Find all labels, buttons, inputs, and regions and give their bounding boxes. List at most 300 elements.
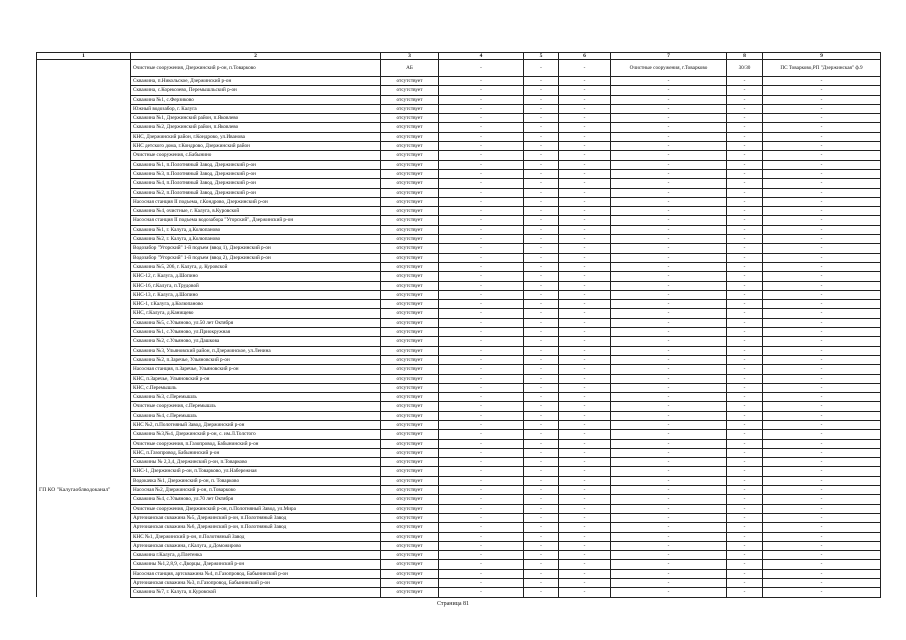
- dash-cell: -: [559, 393, 611, 402]
- dash-cell: -: [763, 253, 881, 262]
- dash-cell: -: [611, 467, 727, 476]
- dash-cell: -: [439, 86, 524, 95]
- table-row: [37, 123, 881, 132]
- dash-cell: -: [727, 411, 763, 420]
- dash-cell: -: [559, 495, 611, 504]
- column-number-header: 7: [611, 53, 727, 60]
- table-row: [37, 430, 881, 439]
- status-cell: отсутствует: [381, 95, 439, 104]
- dash-cell: -: [763, 86, 881, 95]
- dash-cell: -: [439, 290, 524, 299]
- dash-cell: -: [611, 337, 727, 346]
- facility-name: Скважина №4, п.Полотняный Завод, Дзержинский р-он: [131, 179, 381, 188]
- dash-cell: -: [727, 160, 763, 169]
- table-row: [37, 300, 881, 309]
- table-row: [37, 458, 881, 467]
- dash-cell: -: [439, 328, 524, 337]
- dash-cell: -: [727, 328, 763, 337]
- dash-cell: -: [559, 513, 611, 522]
- dash-cell: -: [559, 458, 611, 467]
- dash-cell: -: [763, 588, 881, 597]
- dash-cell: -: [763, 541, 881, 550]
- dash-cell: -: [727, 244, 763, 253]
- dash-cell: -: [727, 420, 763, 429]
- dash-cell: -: [559, 560, 611, 569]
- dash-cell: -: [524, 160, 559, 169]
- facility-name: КНС, п.Газопровод, Бабынинский р-он: [131, 448, 381, 457]
- facility-name: Скважина №1, г. Калуга, д.Колюпаново: [131, 225, 381, 234]
- organization-cell: [37, 160, 131, 169]
- facility-name: Скважина, п.Никольское, Дзержинский р-он: [131, 77, 381, 86]
- dash-cell: -: [611, 420, 727, 429]
- dash-cell: -: [439, 132, 524, 141]
- dash-cell: -: [439, 476, 524, 485]
- dash-cell: -: [763, 476, 881, 485]
- dash-cell: -: [727, 290, 763, 299]
- table-row: [37, 569, 881, 578]
- dash-cell: -: [439, 393, 524, 402]
- table-row: [37, 448, 881, 457]
- dash-cell: -: [727, 402, 763, 411]
- dash-cell: -: [611, 272, 727, 281]
- dash-cell: -: [439, 346, 524, 355]
- dash-cell: -: [763, 439, 881, 448]
- table-row: [37, 346, 881, 355]
- dash-cell: -: [611, 132, 727, 141]
- dash-cell: -: [439, 114, 524, 123]
- table-row: [37, 142, 881, 151]
- table-row: [37, 253, 881, 262]
- dash-cell: -: [763, 318, 881, 327]
- cell-c4: -: [439, 60, 524, 77]
- status-cell: отсутствует: [381, 169, 439, 178]
- facility-name: КНС, г.Калуга, д.Канищево: [131, 309, 381, 318]
- status-cell: отсутствует: [381, 104, 439, 113]
- dash-cell: -: [524, 272, 559, 281]
- dash-cell: -: [611, 476, 727, 485]
- facility-name: Скважина №1, с.Ферзиково: [131, 95, 381, 104]
- dash-cell: -: [611, 225, 727, 234]
- dash-cell: -: [727, 95, 763, 104]
- table-row: [37, 60, 881, 77]
- table-row: [37, 262, 881, 271]
- dash-cell: -: [611, 402, 727, 411]
- organization-cell: [37, 560, 131, 569]
- dash-cell: -: [763, 513, 881, 522]
- dash-cell: -: [559, 281, 611, 290]
- dash-cell: -: [439, 560, 524, 569]
- dash-cell: -: [524, 225, 559, 234]
- dash-cell: -: [763, 281, 881, 290]
- cell-c6: -: [559, 60, 611, 77]
- dash-cell: -: [727, 318, 763, 327]
- table-row: [37, 272, 881, 281]
- dash-cell: -: [524, 309, 559, 318]
- status-cell: отсутствует: [381, 402, 439, 411]
- dash-cell: -: [439, 448, 524, 457]
- dash-cell: -: [439, 411, 524, 420]
- status-cell: отсутствует: [381, 142, 439, 151]
- dash-cell: -: [524, 300, 559, 309]
- dash-cell: -: [524, 402, 559, 411]
- dash-cell: -: [524, 560, 559, 569]
- dash-cell: -: [763, 523, 881, 532]
- dash-cell: -: [727, 346, 763, 355]
- table-row: [37, 318, 881, 327]
- dash-cell: -: [559, 114, 611, 123]
- status-cell: отсутствует: [381, 123, 439, 132]
- facility-name: Скважина №2, с.Ульяново, ул.Дашкова: [131, 337, 381, 346]
- table-row: [37, 467, 881, 476]
- dash-cell: -: [611, 318, 727, 327]
- dash-cell: -: [439, 430, 524, 439]
- dash-cell: -: [611, 151, 727, 160]
- table-row: [37, 588, 881, 597]
- facility-name: Насосная станция II подъема, г.Кондрово, Дзержинский р-он: [131, 197, 381, 206]
- dash-cell: -: [611, 328, 727, 337]
- facility-name: Южный водозабор, г. Калуга: [131, 104, 381, 113]
- supply-category: АБ: [381, 60, 439, 77]
- table-row: [37, 486, 881, 495]
- dash-cell: -: [763, 160, 881, 169]
- dash-cell: -: [727, 495, 763, 504]
- dash-cell: -: [524, 216, 559, 225]
- facility-name: Очистные сооружения, Дзержинский р-он, п.Полотняный Завод, ул.Мира: [131, 504, 381, 513]
- dash-cell: -: [559, 411, 611, 420]
- facility-name: Артезианская скважина №6, Дзержинский р-он, п.Полотняный Завод: [131, 523, 381, 532]
- organization-cell: [37, 123, 131, 132]
- dash-cell: -: [763, 346, 881, 355]
- dash-cell: -: [763, 300, 881, 309]
- organization-cell: [37, 77, 131, 86]
- organization-cell: [37, 225, 131, 234]
- dash-cell: -: [611, 393, 727, 402]
- dash-cell: -: [763, 560, 881, 569]
- dash-cell: -: [611, 374, 727, 383]
- facility-name: Скважина №1, с.Ульяново, ул.Приокружная: [131, 328, 381, 337]
- status-cell: отсутствует: [381, 588, 439, 597]
- status-cell: отсутствует: [381, 569, 439, 578]
- facility-name: КНС, Дзержинский район, г.Кондрово, ул.Иванова: [131, 132, 381, 141]
- dash-cell: -: [559, 188, 611, 197]
- dash-cell: -: [439, 458, 524, 467]
- organization-cell: [37, 346, 131, 355]
- status-cell: отсутствует: [381, 216, 439, 225]
- column-number-header: 4: [439, 53, 524, 60]
- dash-cell: -: [559, 523, 611, 532]
- table-row: [37, 188, 881, 197]
- status-cell: отсутствует: [381, 262, 439, 271]
- dash-cell: -: [559, 95, 611, 104]
- facility-name: КНС №2, п.Полотняный Завод, Дзержинский р-он: [131, 420, 381, 429]
- dash-cell: -: [611, 262, 727, 271]
- dash-cell: -: [524, 420, 559, 429]
- dash-cell: -: [727, 300, 763, 309]
- table-row: [37, 402, 881, 411]
- status-cell: отсутствует: [381, 541, 439, 550]
- dash-cell: -: [524, 132, 559, 141]
- dash-cell: -: [439, 197, 524, 206]
- dash-cell: -: [611, 448, 727, 457]
- dash-cell: -: [611, 523, 727, 532]
- dash-cell: -: [439, 104, 524, 113]
- dash-cell: -: [559, 486, 611, 495]
- dash-cell: -: [727, 588, 763, 597]
- dash-cell: -: [559, 328, 611, 337]
- facility-name: Скважина №5, 206, г. Калуга, д. Куровской: [131, 262, 381, 271]
- facility-name: Скважина №4, с.Перемышль: [131, 411, 381, 420]
- dash-cell: -: [559, 346, 611, 355]
- dash-cell: -: [439, 169, 524, 178]
- dash-cell: -: [611, 439, 727, 448]
- dash-cell: -: [439, 569, 524, 578]
- dash-cell: -: [559, 337, 611, 346]
- dash-cell: -: [559, 132, 611, 141]
- column-number-header: 3: [381, 53, 439, 60]
- facility-name: Насосная станция II подъема водозабора "Угорский", Дзержинский р-он: [131, 216, 381, 225]
- dash-cell: -: [524, 281, 559, 290]
- dash-cell: -: [559, 151, 611, 160]
- dash-cell: -: [559, 123, 611, 132]
- dash-cell: -: [727, 207, 763, 216]
- dash-cell: -: [611, 114, 727, 123]
- table-row: [37, 151, 881, 160]
- facility-name: Насосная №2, Дзержинский р-он, п.Товарково: [131, 486, 381, 495]
- organization-cell: [37, 318, 131, 327]
- status-cell: отсутствует: [381, 579, 439, 588]
- facility-name: Водозабор "Угорский" 1-й подъем (ввод 1), Дзержинский р-он: [131, 244, 381, 253]
- dash-cell: -: [439, 95, 524, 104]
- dash-cell: -: [439, 504, 524, 513]
- dash-cell: -: [763, 448, 881, 457]
- dash-cell: -: [524, 244, 559, 253]
- table-row: [37, 132, 881, 141]
- dash-cell: -: [727, 86, 763, 95]
- organization-cell: [37, 235, 131, 244]
- facility-name: Артезианская скважина, г.Калуга, д.Доможирово: [131, 541, 381, 550]
- organization-cell: [37, 420, 131, 429]
- dash-cell: -: [559, 142, 611, 151]
- dash-cell: -: [524, 95, 559, 104]
- status-cell: отсутствует: [381, 513, 439, 522]
- dash-cell: -: [611, 290, 727, 299]
- dash-cell: -: [727, 169, 763, 178]
- facility-name: КНС-13, г. Калуга, д.Шопино: [131, 290, 381, 299]
- dash-cell: -: [611, 346, 727, 355]
- facility-name: КНС детского дома, г.Кондрово, Дзержинский район: [131, 142, 381, 151]
- organization-cell: [37, 188, 131, 197]
- dash-cell: -: [727, 235, 763, 244]
- dash-cell: -: [559, 579, 611, 588]
- dash-cell: -: [524, 346, 559, 355]
- facility-name: КНС №1, Дзержинский р-он, п.Полотняный Завод: [131, 532, 381, 541]
- dash-cell: -: [559, 374, 611, 383]
- dash-cell: -: [727, 532, 763, 541]
- dash-cell: -: [524, 318, 559, 327]
- dash-cell: -: [763, 569, 881, 578]
- facility-name: Скважина №2, г. Калуга, д.Колюпаново: [131, 235, 381, 244]
- table-row: [37, 86, 881, 95]
- dash-cell: -: [727, 560, 763, 569]
- dash-cell: -: [727, 114, 763, 123]
- organization-cell: [37, 523, 131, 532]
- facility-name: Скважины № 2,3,4, Дзержинский р-он, п.Товарково: [131, 458, 381, 467]
- dash-cell: -: [559, 355, 611, 364]
- facility-name: Скважина г.Калуга, д.Плетенка: [131, 551, 381, 560]
- dash-cell: -: [763, 309, 881, 318]
- dash-cell: -: [611, 179, 727, 188]
- dash-cell: -: [763, 207, 881, 216]
- cell-c8: 30/30: [727, 60, 763, 77]
- dash-cell: -: [763, 197, 881, 206]
- dash-cell: -: [524, 77, 559, 86]
- dash-cell: -: [559, 383, 611, 392]
- status-cell: отсутствует: [381, 523, 439, 532]
- column-number-header: 9: [763, 53, 881, 60]
- dash-cell: -: [611, 207, 727, 216]
- status-cell: отсутствует: [381, 365, 439, 374]
- status-cell: отсутствует: [381, 272, 439, 281]
- dash-cell: -: [611, 160, 727, 169]
- status-cell: отсутствует: [381, 281, 439, 290]
- dash-cell: -: [559, 551, 611, 560]
- dash-cell: -: [727, 151, 763, 160]
- dash-cell: -: [439, 225, 524, 234]
- dash-cell: -: [727, 467, 763, 476]
- organization-cell: [37, 569, 131, 578]
- dash-cell: -: [727, 355, 763, 364]
- dash-cell: -: [439, 420, 524, 429]
- dash-cell: -: [559, 86, 611, 95]
- table-row: [37, 383, 881, 392]
- dash-cell: -: [611, 216, 727, 225]
- dash-cell: -: [763, 411, 881, 420]
- organization-cell: [37, 495, 131, 504]
- facility-name: Скважина №2, п.Заречье, Ульяновский р-он: [131, 355, 381, 364]
- status-cell: отсутствует: [381, 160, 439, 169]
- dash-cell: -: [611, 142, 727, 151]
- dash-cell: -: [439, 486, 524, 495]
- dash-cell: -: [763, 169, 881, 178]
- dash-cell: -: [611, 458, 727, 467]
- status-cell: отсутствует: [381, 197, 439, 206]
- dash-cell: -: [439, 244, 524, 253]
- status-cell: отсутствует: [381, 476, 439, 485]
- facility-name: Артезианская скважина №5, Дзержинский р-он, п.Полотняный Завод: [131, 513, 381, 522]
- dash-cell: -: [611, 504, 727, 513]
- organization-cell: [37, 216, 131, 225]
- dash-cell: -: [524, 476, 559, 485]
- table-row: [37, 216, 881, 225]
- status-cell: отсутствует: [381, 290, 439, 299]
- status-cell: отсутствует: [381, 411, 439, 420]
- dash-cell: -: [559, 309, 611, 318]
- status-cell: отсутствует: [381, 448, 439, 457]
- dash-cell: -: [727, 374, 763, 383]
- dash-cell: -: [763, 95, 881, 104]
- dash-cell: -: [524, 504, 559, 513]
- dash-cell: -: [439, 188, 524, 197]
- dash-cell: -: [611, 486, 727, 495]
- dash-cell: -: [763, 532, 881, 541]
- status-cell: отсутствует: [381, 355, 439, 364]
- dash-cell: -: [524, 523, 559, 532]
- dash-cell: -: [559, 77, 611, 86]
- dash-cell: -: [611, 244, 727, 253]
- table-row: [37, 532, 881, 541]
- dash-cell: -: [763, 123, 881, 132]
- dash-cell: -: [439, 300, 524, 309]
- dash-cell: -: [524, 179, 559, 188]
- column-number-header: 8: [727, 53, 763, 60]
- table-row: [37, 235, 881, 244]
- organization-cell: [37, 328, 131, 337]
- data-table: [36, 52, 881, 598]
- dash-cell: -: [439, 365, 524, 374]
- dash-cell: -: [611, 169, 727, 178]
- status-cell: отсутствует: [381, 439, 439, 448]
- facility-name: Артезианская скважина №3, п.Газопровод, Бабынинский р-он: [131, 579, 381, 588]
- dash-cell: -: [727, 541, 763, 550]
- dash-cell: -: [439, 309, 524, 318]
- dash-cell: -: [559, 207, 611, 216]
- dash-cell: -: [439, 439, 524, 448]
- dash-cell: -: [611, 197, 727, 206]
- cell-c5: -: [524, 60, 559, 77]
- table-row: [37, 328, 881, 337]
- dash-cell: -: [559, 448, 611, 457]
- facility-name: Скважина №1, Дзержинский район, п.Яковлево: [131, 114, 381, 123]
- organization-cell: [37, 104, 131, 113]
- facility-name: Скважина №7, г. Калуга, п.Куровской: [131, 588, 381, 597]
- status-cell: отсутствует: [381, 225, 439, 234]
- status-cell: отсутствует: [381, 235, 439, 244]
- dash-cell: -: [439, 235, 524, 244]
- dash-cell: -: [559, 235, 611, 244]
- dash-cell: -: [439, 281, 524, 290]
- cell-c9: ПС Товарково,РП "Дзержинская" ф.9: [763, 60, 881, 77]
- dash-cell: -: [763, 77, 881, 86]
- table-row: [37, 523, 881, 532]
- facility-name: КНС, п.Заречье, Ульяновский р-он: [131, 374, 381, 383]
- dash-cell: -: [611, 588, 727, 597]
- dash-cell: -: [611, 77, 727, 86]
- dash-cell: -: [763, 365, 881, 374]
- organization-cell: [37, 374, 131, 383]
- dash-cell: -: [559, 197, 611, 206]
- page-footer: Страница 81: [436, 601, 470, 607]
- dash-cell: -: [439, 77, 524, 86]
- dash-cell: -: [439, 151, 524, 160]
- column-number-header: 5: [524, 53, 559, 60]
- table-row: [37, 374, 881, 383]
- dash-cell: -: [763, 486, 881, 495]
- dash-cell: -: [727, 281, 763, 290]
- organization-cell: [37, 309, 131, 318]
- dash-cell: -: [727, 142, 763, 151]
- dash-cell: -: [524, 588, 559, 597]
- dash-cell: -: [727, 569, 763, 578]
- dash-cell: -: [524, 169, 559, 178]
- dash-cell: -: [524, 486, 559, 495]
- organization-cell: [37, 169, 131, 178]
- table-row: [37, 179, 881, 188]
- table-row: [37, 225, 881, 234]
- dash-cell: -: [524, 123, 559, 132]
- facility-name: Скважины №1,2,8,9, с.Дворцы, Дзержинский р-он: [131, 560, 381, 569]
- table-row: [37, 504, 881, 513]
- table-row: [37, 420, 881, 429]
